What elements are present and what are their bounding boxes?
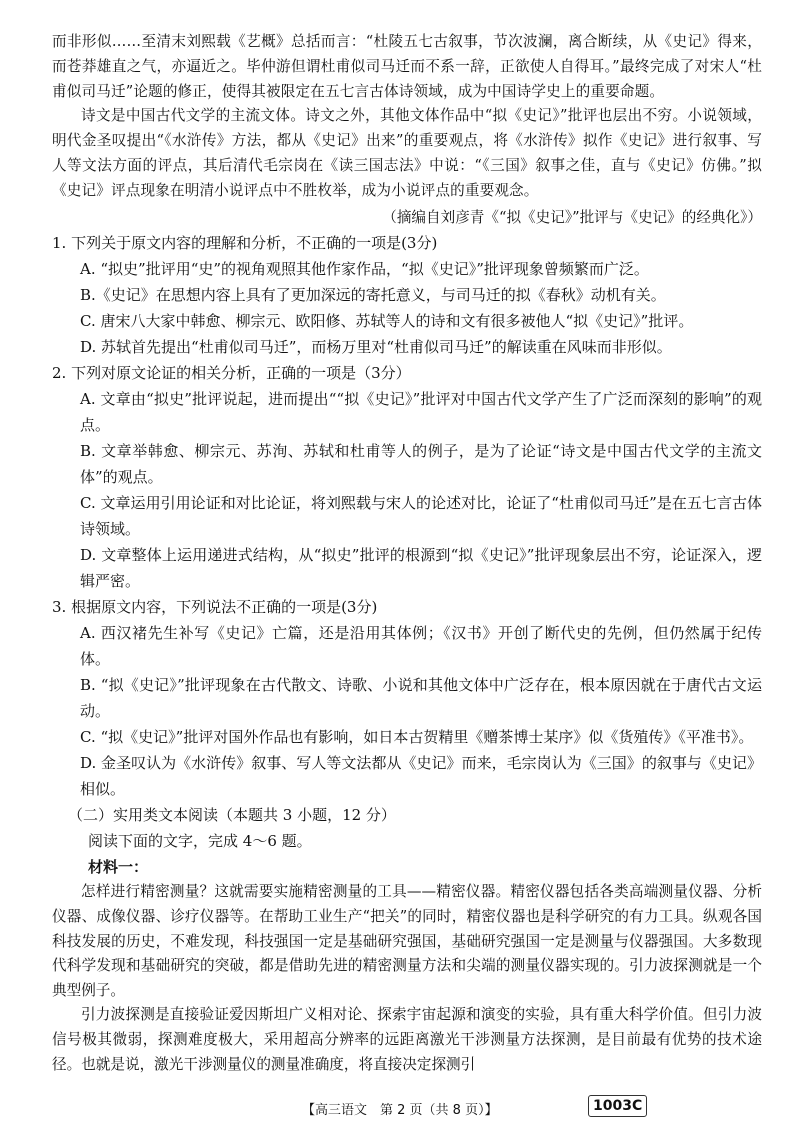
passage-paragraph-1: 而非形似……至清末刘熙载《艺概》总括而言：“杜陵五七古叙事，节次波澜，离合断续，从《史记》得来，而苍莽雄直之气，亦逼近之。毕仲游但谓杜甫似司马迁而不系一辞，正欲使人自得耳。”最终完成了对宋人“杜甫似司马迁”论题的修正，使得其被限定在五七言古体诗领域，成为中国诗学史上的重要命题。 [52, 33, 762, 100]
document-page [52, 30, 762, 1077]
question-1-option-b: B.《史记》在思想内容上具有了更加深远的寄托意义，与司马迁的拟《春秋》动机有关。 [80, 286, 666, 305]
section-instruction: 阅读下面的文字，完成 4～6 题。 [88, 832, 312, 851]
page-number-label: 【高三语文 第 2 页（共 8 页）】 [302, 1103, 498, 1118]
question-1-stem: 1. 下列关于原文内容的理解和分析，不正确的一项是(3分) [52, 234, 438, 253]
question-2-stem: 2. 下列对原文论证的相关分析，正确的一项是（3分） [52, 364, 411, 383]
question-1-option-d: D. 苏轼首先提出“杜甫似司马迁”，而杨万里对“杜甫似司马迁”的解读重在风味而非形似。 [80, 338, 672, 357]
question-2-option-b: B. 文章举韩愈、柳宗元、苏洵、苏轼和杜甫等人的例子，是为了论证“诗文是中国古代文学的主流文体”的观点。 [80, 442, 762, 487]
exam-code: 1003C [588, 1095, 647, 1117]
question-3-option-d: D. 金圣叹认为《水浒传》叙事、写人等文法都从《史记》而来，毛宗岗认为《三国》的叙事与《史记》相似。 [80, 754, 762, 799]
question-1-option-a: A. “拟史”批评用“史”的视角观照其他作家作品，“拟《史记》”批评现象曾频繁而广泛。 [80, 260, 649, 279]
question-1 [52, 230, 762, 360]
question-3-stem: 3. 根据原文内容，下列说法不正确的一项是(3分) [52, 598, 378, 617]
question-1-option-c: C. 唐宋八大家中韩愈、柳宗元、欧阳修、苏轼等人的诗和文有很多被他人“拟《史记》”批评。 [80, 312, 694, 331]
passage-paragraph-2: 诗文是中国古代文学的主流文体。诗文之外，其他文体作品中“拟《史记》”批评也层出不穷。小说领域，明代金圣叹提出“《水浒传》方法，都从《史记》出来”的重要观点，将《水浒传》拟作《史记》进行叙事、写人等文法方面的评点，其后清代毛宗岗在《读三国志法》中说：“《三国》叙事之佳，直与《史记》仿佛。”拟《史记》评点现象在明清小说评点中不胜枚举，成为小说评点的重要观念。 [52, 107, 762, 199]
material-label: 材料一： [88, 858, 149, 877]
question-2-option-d: D. 文章整体上运用递进式结构，从“拟史”批评的根源到“拟《史记》”批评现象层出不穷，论证深入，逻辑严密。 [80, 546, 762, 591]
question-2 [52, 360, 762, 594]
question-2-option-c: C. 文章运用引用论证和对比论证，将刘熙载与宋人的论述对比，论证了“杜甫似司马迁”是在五七言古体诗领域。 [80, 494, 762, 539]
question-3-option-b: B. “拟《史记》”批评现象在古代散文、诗歌、小说和其他文体中广泛存在，根本原因就在于唐代古文运动。 [80, 676, 762, 721]
question-3-option-c: C. “拟《史记》”批评对国外作品也有影响，如日本古贺精里《赠茶博士某序》似《货殖传》《平准书》。 [80, 728, 754, 747]
page-footer [0, 1095, 800, 1123]
material-paragraph-2: 引力波探测是直接验证爱因斯坦广义相对论、探索宇宙起源和演变的实验，具有重大科学价值。但引力波信号极其微弱，探测难度极大，采用超高分辨率的远距离激光干涉测量方法探测，是目前最有优势的技术途径。也就是说，激光干涉测量仪的测量准确度，将直接决定探测引 [52, 1006, 762, 1073]
question-2-option-a: A. 文章由“拟史”批评说起，进而提出““拟《史记》”批评对中国古代文学产生了广泛而深刻的影响”的观点。 [80, 390, 762, 435]
question-3-option-a: A. 西汉褚先生补写《史记》亡篇，还是沿用其体例；《汉书》开创了断代史的先例，但仍然属于纪传体。 [80, 624, 762, 669]
material-paragraph-1: 怎样进行精密测量？这就需要实施精密测量的工具——精密仪器。精密仪器包括各类高端测量仪器、分析仪器、成像仪器、诊疗仪器等。在帮助工业生产“把关”的同时，精密仪器也是科学研究的有力工具。纵观各国科技发展的历史，不难发现，科技强国一定是基础研究强国，基础研究强国一定是测量与仪器强国。大多数现代科学发现和基础研究的突破，都是借助先进的精密测量方法和尖端的测量仪器实现的。引力波探测就是一个典型例子。 [52, 883, 762, 999]
section-heading: （二）实用类文本阅读（本题共 3 小题，12 分） [68, 806, 396, 825]
source-citation: （摘编自刘彦青《“拟《史记》”批评与《史记》的经典化》） [382, 208, 762, 226]
question-3 [52, 594, 762, 802]
